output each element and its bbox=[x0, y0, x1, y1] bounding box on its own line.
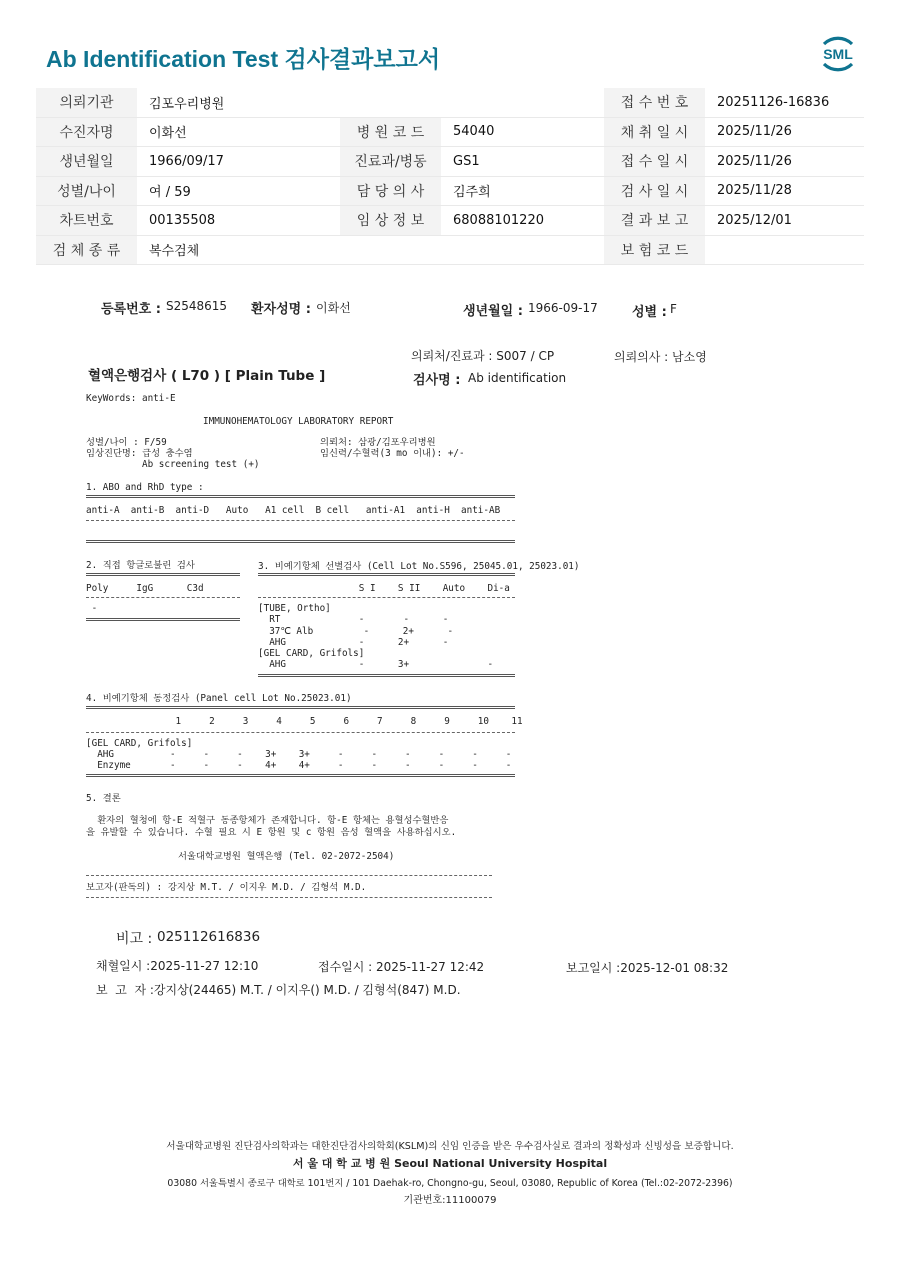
sex-label: 성별 : bbox=[632, 305, 667, 320]
remark-label: 비고 : bbox=[116, 931, 153, 947]
value: 20251126-16836 bbox=[705, 88, 864, 117]
value: GS1 bbox=[441, 147, 604, 177]
label: 검 사 일 시 bbox=[604, 176, 705, 206]
value bbox=[705, 235, 864, 265]
value: 2025/11/28 bbox=[705, 176, 864, 206]
info-row bbox=[36, 176, 864, 206]
label: 임 상 정 보 bbox=[340, 206, 441, 236]
screen-row: 37℃ Alb - 2+ - bbox=[258, 626, 454, 637]
label: 병 원 코 드 bbox=[340, 117, 441, 147]
hospital-address: 03080 서울특별시 종로구 대학로 101번지 / 101 Daehak-ro, Chongno-gu, Seoul, 03080, Republic of Korea (Tel.:02-2072-2396) bbox=[167, 1178, 733, 1189]
panel-row: Enzyme - - - 4+ 4+ - - - - - - bbox=[86, 760, 512, 771]
dept-text: 의뢰처/진료과 : S007 / CP bbox=[411, 349, 555, 363]
label: 접 수 번 호 bbox=[604, 88, 705, 117]
divider bbox=[86, 495, 515, 498]
hospital-name: 서 울 대 학 교 병 원 Seoul National University Hospital bbox=[292, 1157, 608, 1170]
divider bbox=[258, 573, 515, 576]
value: 1966/09/17 bbox=[137, 147, 340, 177]
receive-time: 접수일시 : 2025-11-27 12:42 bbox=[318, 960, 485, 974]
section-5-title: 5. 결론 bbox=[86, 793, 121, 804]
value: 00135508 bbox=[137, 206, 340, 236]
divider bbox=[86, 573, 240, 576]
label: 차트번호 bbox=[36, 206, 137, 236]
reg-label: 등록번호 : bbox=[101, 302, 161, 317]
keywords: KeyWords: anti-E bbox=[86, 393, 176, 404]
info-row bbox=[36, 88, 864, 117]
name-value: 이화선 bbox=[316, 301, 351, 315]
section-1-title: 1. ABO and RhD type : bbox=[86, 482, 204, 493]
screen-row: [TUBE, Ortho] bbox=[258, 603, 331, 614]
remark-value: 025112616836 bbox=[157, 929, 261, 945]
value: 2025/11/26 bbox=[705, 147, 864, 177]
reg-value: S2548615 bbox=[166, 299, 228, 313]
institution-number: 기관번호:11100079 bbox=[403, 1195, 497, 1206]
client: 의뢰처: 삼광/김포우리병원 bbox=[320, 437, 436, 448]
name-label: 환자성명 : bbox=[251, 302, 311, 317]
divider bbox=[86, 897, 492, 898]
screen-row: AHG - 3+ - bbox=[258, 659, 494, 670]
value: 2025/11/26 bbox=[705, 117, 864, 147]
dat-value: - bbox=[86, 603, 98, 614]
abo-columns: anti-A anti-B anti-D Auto A1 cell B cell anti-A1 anti-H anti-AB bbox=[86, 505, 501, 516]
info-row bbox=[36, 147, 864, 177]
label: 담 당 의 사 bbox=[340, 176, 441, 206]
certification-text: 서울대학교병원 진단검사의학과는 대한진단검사의학회(KSLM)의 신임 인증을 받은 우수검사실로 결과의 정확성과 신빙성을 보증합니다. bbox=[166, 1141, 734, 1152]
value: 이화선 bbox=[137, 117, 340, 147]
label: 접 수 일 시 bbox=[604, 147, 705, 177]
screen-row: [GEL CARD, Grifols] bbox=[258, 648, 365, 659]
diagnosis: 임상진단명: 급성 충수염 bbox=[86, 448, 193, 459]
sex-value: F bbox=[670, 302, 677, 316]
logo-text: SML bbox=[823, 46, 853, 62]
lab-report-title: IMMUNOHEMATOLOGY LABORATORY REPORT bbox=[203, 416, 394, 427]
divider bbox=[86, 540, 515, 543]
divider bbox=[86, 875, 492, 876]
label: 성별/나이 bbox=[36, 176, 137, 206]
screen-row: AHG - 2+ - bbox=[258, 637, 449, 648]
report-time: 보고일시 :2025-12-01 08:32 bbox=[566, 961, 729, 975]
divider bbox=[86, 774, 515, 777]
conclusion-line: 환자의 혈청에 항-E 적혈구 동종항체가 존재합니다. 항-E 항체는 용혈성수혈반응 bbox=[86, 815, 449, 826]
patient-info-table bbox=[36, 88, 864, 265]
panel-row: AHG - - - 3+ 3+ - - - - - - bbox=[86, 749, 512, 760]
info-row bbox=[36, 117, 864, 147]
label: 채 취 일 시 bbox=[604, 117, 705, 147]
dat-columns: Poly IgG C3d bbox=[86, 583, 204, 594]
panel-columns: 1 2 3 4 5 6 7 8 9 10 11 bbox=[86, 716, 523, 727]
divider bbox=[258, 597, 515, 598]
reporters: 보 고 자 :강지상(24465) M.T. / 이지우() M.D. / 김형석(847) M.D. bbox=[96, 983, 461, 997]
birth-value: 1966-09-17 bbox=[528, 301, 598, 315]
divider bbox=[86, 618, 240, 621]
section-4-title: 4. 비예기항체 동정검사 (Panel cell Lot No.25023.01) bbox=[86, 693, 352, 704]
reporter-line: 보고자(판독의) : 강지상 M.T. / 이지우 M.D. / 김형석 M.D. bbox=[86, 882, 367, 893]
info-row bbox=[36, 235, 864, 265]
divider bbox=[86, 706, 515, 709]
value: 68088101220 bbox=[441, 206, 604, 236]
report-title: Ab Identification Test 검사결과보고서 bbox=[46, 46, 441, 72]
panel-row: [GEL CARD, Grifols] bbox=[86, 738, 193, 749]
value: 2025/12/01 bbox=[705, 206, 864, 236]
conclusion-line: 을 유발할 수 있습니다. 수혈 필요 시 E 항원 및 c 항원 음성 혈액을 사용하십시오. bbox=[86, 827, 457, 838]
label: 의뢰기관 bbox=[36, 88, 137, 117]
sex-age: 성별/나이 : F/59 bbox=[86, 437, 167, 448]
value: 54040 bbox=[441, 117, 604, 147]
label: 수진자명 bbox=[36, 117, 137, 147]
label: 검 체 종 류 bbox=[36, 235, 137, 265]
divider bbox=[86, 520, 515, 521]
test-title: 혈액은행검사 ( L70 ) [ Plain Tube ] bbox=[88, 368, 326, 384]
divider bbox=[258, 674, 515, 677]
blood-bank: 서울대학교병원 혈액은행 (Tel. 02-2072-2504) bbox=[178, 851, 395, 862]
sml-logo-icon bbox=[816, 32, 860, 76]
section-2-title: 2. 직접 항글로불린 검사 bbox=[86, 560, 195, 571]
info-row bbox=[36, 206, 864, 236]
test-name-label: 검사명 : bbox=[413, 373, 461, 388]
screening: Ab screening test (+) bbox=[86, 459, 260, 470]
screen-columns: S I S II Auto Di-a bbox=[258, 583, 510, 594]
test-name-value: Ab identification bbox=[468, 371, 567, 385]
label: 결 과 보 고 bbox=[604, 206, 705, 236]
value: 복수검체 bbox=[137, 235, 340, 265]
label: 보 험 코 드 bbox=[604, 235, 705, 265]
label: 진료과/병동 bbox=[340, 147, 441, 177]
label: 생년월일 bbox=[36, 147, 137, 177]
screen-row: RT - - - bbox=[258, 614, 449, 625]
divider bbox=[86, 732, 515, 733]
value: 김포우리병원 bbox=[137, 88, 340, 117]
value: 여 / 59 bbox=[137, 176, 340, 206]
value: 김주희 bbox=[441, 176, 604, 206]
collect-time: 채혈일시 :2025-11-27 12:10 bbox=[96, 959, 259, 973]
transfusion-history: 임신력/수혈력(3 mo 이내): +/- bbox=[320, 448, 465, 459]
divider bbox=[86, 597, 240, 598]
section-3-title: 3. 비예기항체 선별검사 (Cell Lot No.S596, 25045.01, 25023.01) bbox=[258, 561, 580, 572]
birth-label: 생년월일 : bbox=[463, 304, 523, 319]
doctor-text: 의뢰의사 : 남소영 bbox=[614, 350, 707, 364]
